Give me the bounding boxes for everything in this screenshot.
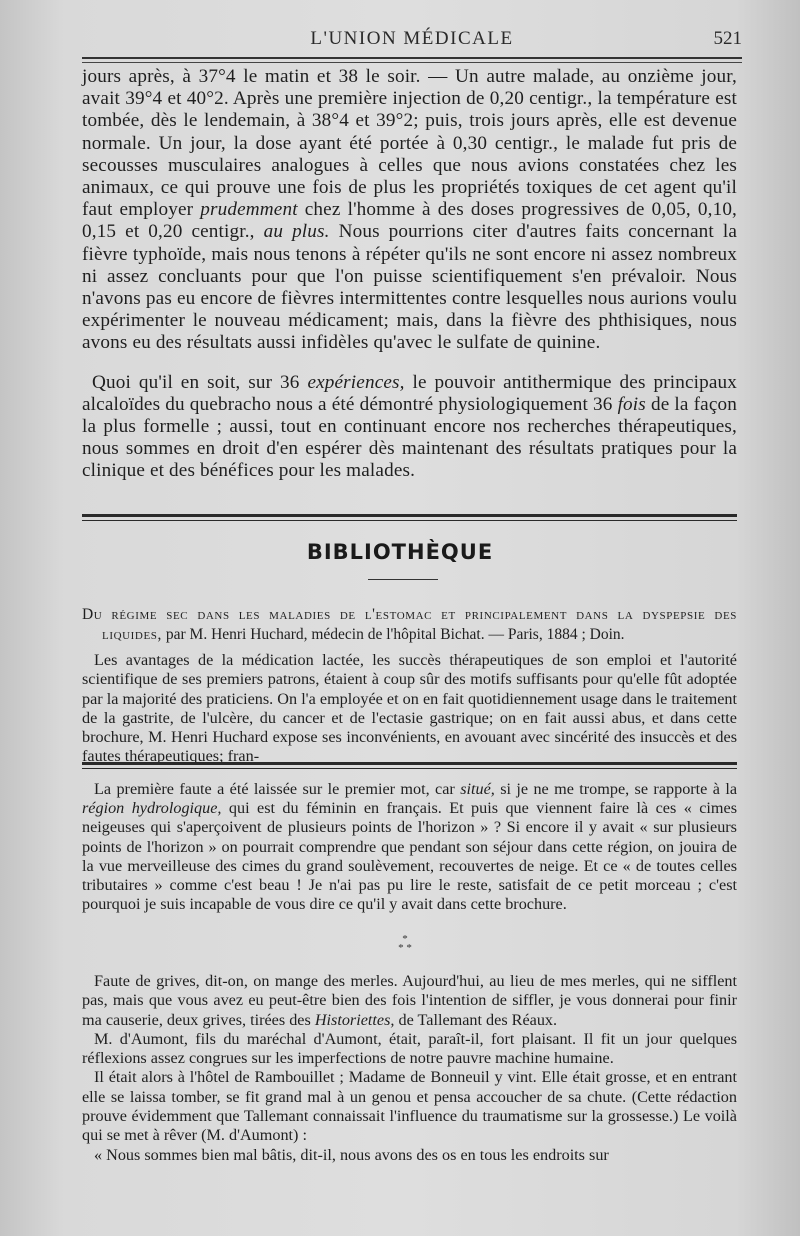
feuilleton-intro-text: La première faute a été laissée sur le premier mot, car situé, si je ne me trompe, se rapporte à la région hydrologique, qui est du féminin en français. Et puis que viennent faire là ces « cimes neigeuses qui s'aperçoivent de plusieurs points de l'horizon » ? Si encore il y avait « sur plusieurs points de l'horizon » on pourrait comprendre que pendant son séjour dans cette région, on jouira de la vue merveilleuse des cimes du grand soulèvement, recouvertes de neige. Et ce « de toutes celles tributaires » comme c'est beau ! Je n'ai pas pu lire le reste, satisfait de ce petit morceau ; c'est pourquoi je suis incapable de vous dire ce qu'il y avait dans cette brochure. xyxy=(82,780,738,914)
paragraph-hotel: Il était alors à l'hôtel de Rambouillet ; Madame de Bonneuil y vint. Elle était grosse, et en entrant elle se laissa tomber, se fit grand mal à un genou et pensa accoucher de sa chute. (Cette rédaction prouve évidemment que Tallemant connaissait l'influence du traumatisme sur la grossesse.) Le voilà qui se met à rêver (M. d'Aumont) : xyxy=(82,1068,737,1145)
feuilleton-divider-thick xyxy=(82,762,737,765)
section-divider-thin xyxy=(82,520,737,521)
paragraph-quote: « Nous sommes bien mal bâtis, dit-il, nous avons des os en tous les endroits sur xyxy=(94,1145,609,1164)
paragraph-conclusion: Quoi qu'il en soit, sur 36 expériences, le pouvoir antithermique des principaux alcaloïdes du quebracho nous a été démontré physiologiquement 36 fois de la façon la plus formelle ; aussi, tout en continuant encore nos recherches thérapeutiques, nous sommes en droit d'en espérer dès maintenant des résultats pratiques pour la clinique et des bénéfices pour les malades. xyxy=(82,371,738,482)
page-number: 521 xyxy=(713,28,742,49)
feuilleton-body xyxy=(82,972,737,1165)
review-text: Les avantages de la médication lactée, les succès thérapeutiques de son emploi et l'autorité scientifique de ses premiers patrons, étaient à coup sûr des motifs suffisants pour qu'elle fût adoptée par la majorité des praticiens. On l'a employée et on en fait quotidiennement usage dans le traitement de la gastrite, de l'ulcère, du cancer et de l'ectasie gastrique; on en fait aussi abus, et dans cette brochure, M. Henri Huchard expose ses inconvénients, en avouant avec sincérité des insuccès et des fautes thérapeutiques; fran- xyxy=(82,651,737,766)
paragraph-grives: Faute de grives, dit-on, on mange des merles. Aujourd'hui, au lieu de mes merles, qui ne sifflent pas, mais que vous avez eu peut-être bien des fois l'intention de siffler, je vous donnerai pour finir ma causerie, deux grives, tirées des Historiettes, de Tallemant des Réaux. xyxy=(82,972,737,1029)
reference-text: Du régime sec dans les maladies de l'estomac et principalement dans la dyspepsie des liquides, par M. Henri Huchard, médecin de l'hôpital Bichat. — Paris, 1884 ; Doin. xyxy=(82,606,737,643)
header-rule xyxy=(82,57,742,59)
feuilleton-intro xyxy=(82,780,737,914)
feuilleton-divider-thin xyxy=(82,768,737,769)
asterism: * * * xyxy=(398,933,412,954)
heading-underline xyxy=(368,579,438,580)
running-header xyxy=(82,26,742,54)
book-reference xyxy=(82,605,737,645)
section-divider-thick xyxy=(82,514,737,517)
book-review xyxy=(82,651,737,767)
section-heading: BIBLIOTHÈQUE xyxy=(306,540,494,564)
header-rule-thin xyxy=(82,62,742,63)
article-body xyxy=(82,66,737,483)
paragraph-aumont: M. d'Aumont, fils du maréchal d'Aumont, était, paraît-il, fort plaisant. Il fit un jour quelques réflexions assez congrues sur les imperfections de notre pauvre machine humaine. xyxy=(82,1029,737,1068)
paragraph-fever-cases: jours après, à 37°4 le matin et 38 le soir. — Un autre malade, au onzième jour, avait 39°4 et 40°2. Après une première injection de 0,20 centigr., la température est tombée, dès le lendemain, à 38°4 et 39°2; puis, trois jours après, elle est devenue normale. Un jour, la dose ayant été portée à 0,30 centigr., le malade fut pris de secousses musculaires analogues à celles que nous avions constatées chez les animaux, ce qui prouve une fois de plus les propriétés toxiques de cet agent qu'il faut employer prudemment chez l'homme à des doses progressives de 0,05, 0,10, 0,15 et 0,20 centigr., au plus. Nous pourrions citer d'autres faits concernant la fièvre typhoïde, mais nous tenons à répéter qu'ils ne sont encore ni assez nombreux ni assez concluants pour que l'on puisse scientifiquement s'en prévaloir. Nous n'avons pas eu encore de fièvres intermittentes contre lesquelles nous aurions voulu expérimenter le nouveau médicament; mais, dans la fièvre des phthisiques, nous avons eu des résultats aussi infidèles qu'avec le sulfate de quinine. xyxy=(82,66,738,354)
journal-title: L'UNION MÉDICALE xyxy=(310,28,514,49)
